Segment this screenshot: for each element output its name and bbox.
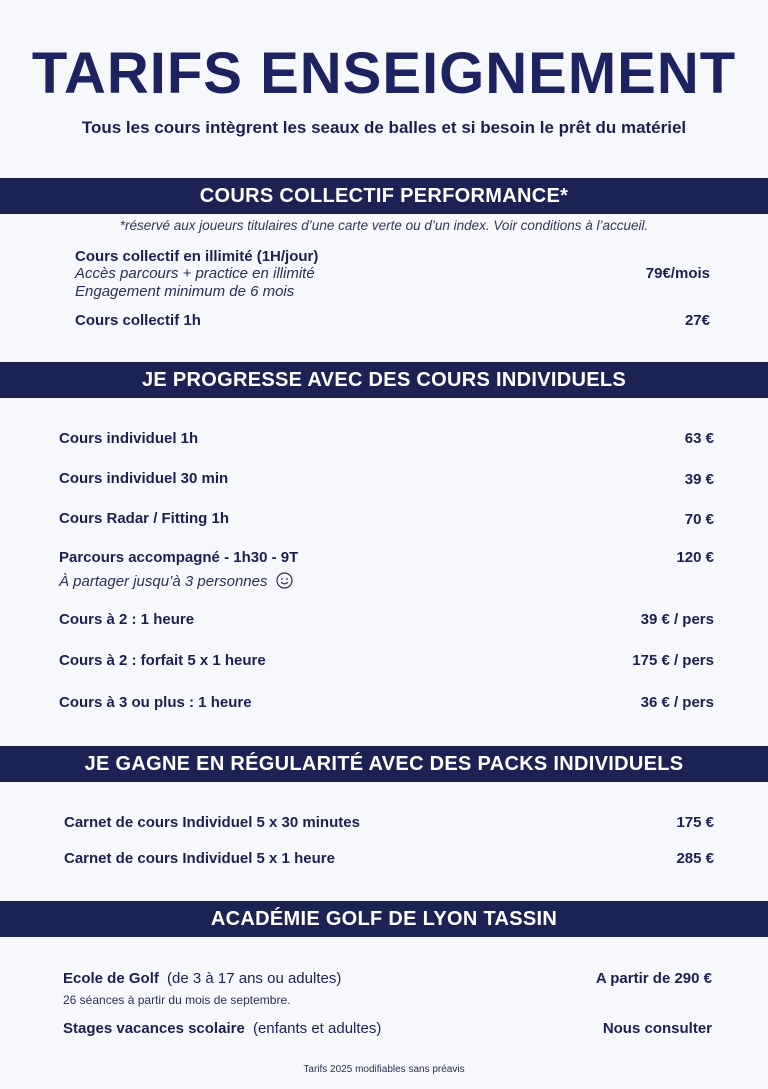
item-label: Cours collectif 1h	[75, 312, 201, 329]
item-label	[63, 1020, 381, 1037]
item-price: 70 €	[684, 511, 714, 528]
item-detail	[59, 572, 293, 593]
item-price: 39 €	[684, 471, 714, 488]
item-label: Cours à 2 : forfait 5 x 1 heure	[59, 652, 266, 669]
item-price: 79€/mois	[645, 265, 710, 282]
item-label	[63, 970, 341, 987]
item-price: Nous consulter	[602, 1020, 712, 1037]
section-heading-collectif: COURS COLLECTIF PERFORMANCE*	[0, 178, 768, 214]
item-label: Cours individuel 30 min	[59, 470, 229, 487]
section-heading-academie: ACADÉMIE GOLF DE LYON TASSIN	[0, 901, 768, 937]
item-label: Parcours accompagné - 1h30 - 9T	[59, 549, 299, 566]
item-detail: Engagement minimum de 6 mois	[75, 283, 295, 300]
item-price: 175 €	[676, 814, 714, 831]
item-label: Cours collectif en illimité (1H/jour)	[75, 248, 319, 265]
item-price: 36 € / pers	[640, 694, 714, 711]
item-detail: (enfants et adultes)	[252, 1020, 382, 1037]
item-price: 39 € / pers	[640, 611, 714, 628]
item-label: Cours à 3 ou plus : 1 heure	[59, 694, 252, 711]
item-note: 26 séances à partir du mois de septembre.	[63, 993, 291, 1007]
section-note: *réservé aux joueurs titulaires d’une carte verte ou d’un index. Voir conditions à l’accueil.	[119, 218, 649, 233]
item-label: Carnet de cours Individuel 5 x 1 heure	[64, 850, 335, 867]
item-price: 175 € / pers	[632, 652, 714, 669]
item-price: 27€	[684, 312, 710, 329]
item-note: À partager jusqu’à 3 personnes	[59, 573, 268, 590]
item-detail: Accès parcours + practice en illimité	[75, 265, 315, 282]
item-label: Cours à 2 : 1 heure	[59, 611, 195, 628]
item-label: Cours Radar / Fitting 1h	[59, 510, 230, 527]
page-title: TARIFS ENSEIGNEMENT	[31, 41, 737, 106]
smiley-icon	[276, 572, 293, 593]
section-heading-individuels: JE PROGRESSE AVEC DES COURS INDIVIDUELS	[0, 362, 768, 398]
page-subtitle: Tous les cours intègrent les seaux de balles et si besoin le prêt du matériel	[81, 118, 687, 137]
footer-note: Tarifs 2025 modifiables sans préavis	[303, 1064, 465, 1075]
section-heading-packs: JE GAGNE EN RÉGULARITÉ AVEC DES PACKS INDIVIDUELS	[0, 746, 768, 782]
item-price: 120 €	[676, 549, 714, 566]
item-price: 63 €	[684, 430, 714, 447]
item-price: A partir de 290 €	[595, 970, 712, 987]
item-name: Ecole de Golf	[63, 970, 159, 987]
item-detail: (de 3 à 17 ans ou adultes)	[167, 970, 342, 987]
item-label: Carnet de cours Individuel 5 x 30 minutes	[64, 814, 360, 831]
item-label: Cours individuel 1h	[59, 430, 199, 447]
item-name: Stages vacances scolaire	[63, 1020, 245, 1037]
item-price: 285 €	[676, 850, 714, 867]
